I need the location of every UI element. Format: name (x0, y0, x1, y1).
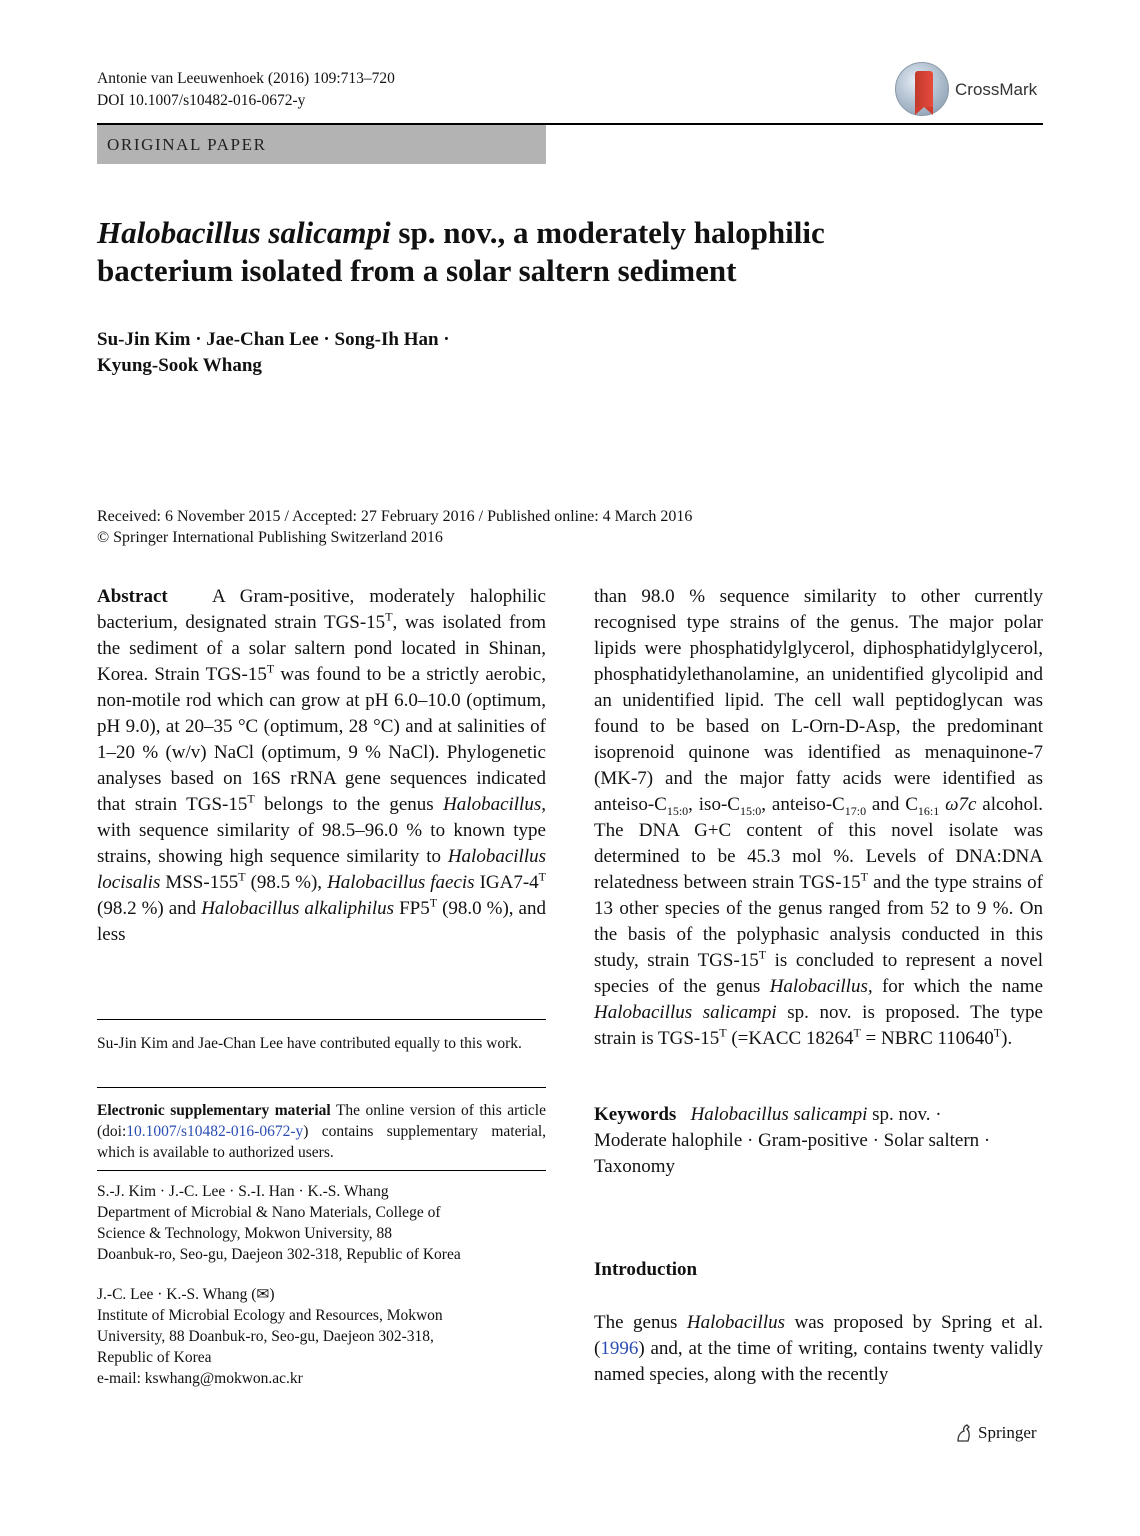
article-title (97, 214, 997, 290)
introduction-heading: Introduction (594, 1259, 698, 1280)
keywords-block: Keywords Halobacillus salicampi sp. nov. · Moderate halophile · Gram-positive · Solar saltern · Taxonomy (594, 1104, 991, 1177)
copyright-line: © Springer International Publishing Switzerland 2016 (97, 529, 443, 546)
crossmark-badge[interactable] (893, 60, 1045, 122)
esm-note: Electronic supplementary material The online version of this article (doi:10.1007/s10482-016-0672-y) contains supplementary material, which is available to authorized users. (97, 1102, 546, 1161)
contribution-note: Su-Jin Kim and Jae-Chan Lee have contributed equally to this work. (97, 1035, 522, 1052)
springer-horse-icon (955, 1423, 973, 1443)
authors-line2: Kyung-Sook Whang (97, 355, 262, 376)
dates-line: Received: 6 November 2015 / Accepted: 27 February 2016 / Published online: 4 March 2016 (97, 508, 693, 525)
crossmark-label: CrossMark (955, 80, 1038, 99)
title-rest: sp. nov., a moderately halophilic (390, 215, 825, 250)
title-line2: bacterium isolated from a solar saltern sediment (97, 253, 737, 288)
publication-dates (97, 506, 692, 548)
introduction-text: The genus Halobacillus was proposed by Spring et al. (1996) and, at the time of writing, contains twenty validly named species, along with the recently (594, 1312, 1043, 1385)
left-column (97, 584, 546, 948)
doi-link[interactable]: 10.1007/s10482-016-0672-y (126, 1123, 304, 1140)
citation-link[interactable]: 1996 (600, 1338, 639, 1359)
abstract-paragraph: Abstract A Gram-positive, moderately halophilic bacterium, designated strain TGS-$15^T$, was isolated from the sediment of a solar saltern pond located in Shinan, Korea. Strain TGS-$15^T$ was found to be a strictly aerobic, non-motile rod which can grow at pH 6.0–10.0 (optimum, pH 9.0), at 20–35 °C (optimum, 28 °C) and at salinities of 1–20 % (w/v) NaCl (optimum, 9 % NaCl). Phylogenetic analyses based on 16S rRNA gene sequences indicated that strain TGS-$15^T$ belongs to the genus Halobacillus, with sequence similarity of 98.5–96.0 % to known type strains, showing high sequence similarity to Halobacillus locisalis MSS-$155^T$ (98.5 %), Halobacillus faecis $IGA7-4^T$ (98.2 %) and Halobacillus alkaliphilus $FP5^T$ (98.0 %), and less (97, 586, 547, 945)
title-species: Halobacillus salicampi (97, 215, 391, 250)
right-column (594, 584, 1043, 1052)
keywords-label: Keywords (594, 1104, 677, 1125)
footnote-rule-1 (97, 1019, 546, 1020)
abstract-label: Abstract (97, 586, 168, 607)
journal-header (97, 68, 395, 112)
springer-logo (955, 1423, 1037, 1443)
crossmark-icon (895, 62, 949, 116)
abstract-continued: than 98.0 % sequence similarity to other currently recognised type strains of the genus. The major polar lipids were phosphatidylglycerol, diphosphatidylglycerol, phosphatidylethanolamine, an unidentified glycolipid and an unidentified lipid. The cell wall peptidoglycan was found to be based on L-Orn-D-Asp, the predominant isoprenoid quinone was identified as menaquinone-7 (MK-7) and the major fatty acids were identified as anteiso-$C_{15:0}$, iso-$C_{15:0}$, anteiso-$C_{17:0}$ and $C_{16:1}$ ω7c alcohol. The DNA G+C content of this novel isolate was determined to be 45.3 mol %. Levels of DNA:DNA relatedness between strain TGS-$15^T$ and the type strains of 13 other species of the genus ranged from 52 to 9 %. On the basis of the polyphasic analysis conducted in this study, strain TGS-$15^T$ is concluded to represent a novel species of the genus Halobacillus, for which the name Halobacillus salicampi sp. nov. is proposed. The type strain is TGS-$15^T$ (=KACC $18264^T$ = NBRC $110640^T$). (594, 586, 1044, 1049)
doi-line: DOI 10.1007/s10482-016-0672-y (97, 92, 306, 109)
footnote-rule-2 (97, 1087, 546, 1088)
email-link[interactable]: e-mail: kswhang@mokwon.ac.kr (97, 1370, 303, 1387)
journal-citation: Antonie van Leeuwenhoek (2016) 109:713–720 (97, 70, 395, 87)
footnote-rule-3 (97, 1170, 546, 1171)
section-band: ORIGINAL PAPER (97, 125, 546, 164)
affiliation-2: J.-C. Lee · K.-S. Whang (✉) Institute of Microbial Ecology and Resources, Mokwon University, 88 Doanbuk-ro, Seo-gu, Daejeon 302-318, Republic of Korea e-mail: kswhang@mokwon.ac.kr (97, 1284, 546, 1389)
springer-label: Springer (978, 1423, 1037, 1442)
affiliation-1: S.-J. Kim · J.-C. Lee · S.-I. Han · K.-S. Whang Department of Microbial & Nano Materials, College of Science & Technology, Mokwon University, 88 Doanbuk-ro, Seo-gu, Daejeon 302-318, Republic of Korea (97, 1183, 461, 1263)
authors-line1: Su-Jin Kim · Jae-Chan Lee · Song-Ih Han · (97, 329, 450, 350)
author-list (97, 327, 597, 379)
